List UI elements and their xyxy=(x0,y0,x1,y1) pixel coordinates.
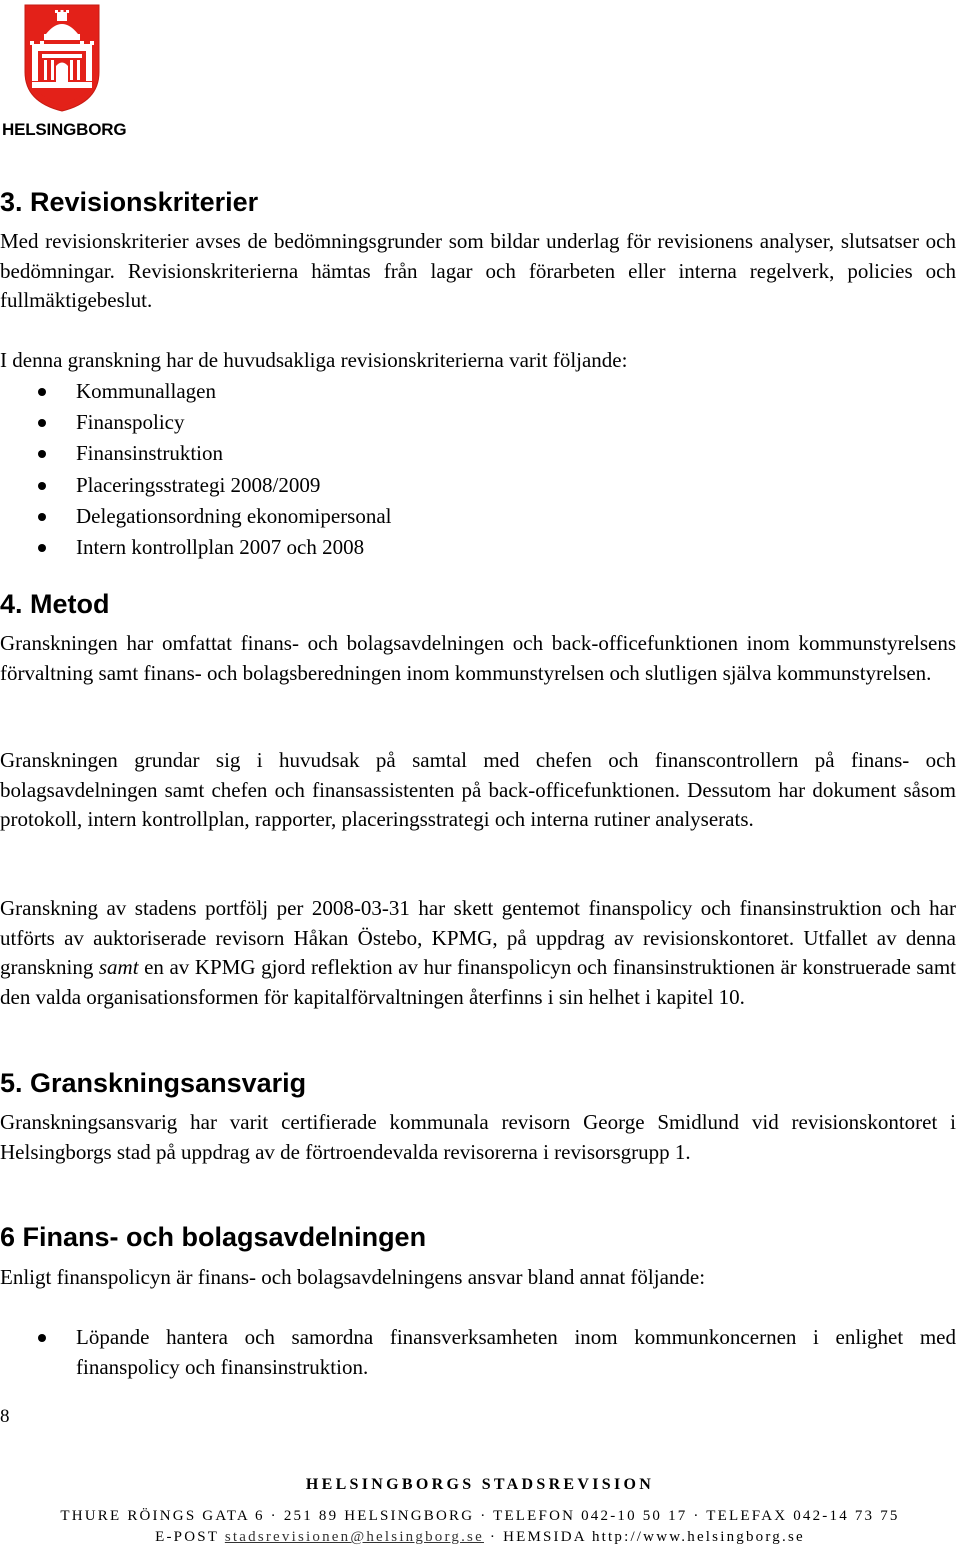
email-link[interactable]: stadsrevisionen@helsingborg.se xyxy=(224,1529,484,1545)
list-item: Finansinstruktion xyxy=(0,438,392,469)
city-logo xyxy=(2,4,127,139)
section-4-paragraph-3: Granskning av stadens portfölj per 2008-03-31 har skett gentemot finanspolicy och finansinstruktion och har utförts av auktoriserade revisorn Håkan Östebo, KPMG, på uppdrag av revisionskontoret. Utfallet av denna granskning samt en av KPMG gjord reflektion av hur finanspolicyn och finansinstruktionen är konstruerade samt den valda organisationsformen för kapitalförvaltningen återfinns i sin helhet i kapitel 10. xyxy=(0,896,956,1009)
list-item: Delegationsordning ekonomipersonal xyxy=(0,501,392,532)
bullet-icon xyxy=(38,544,46,552)
responsibility-list xyxy=(0,1323,956,1382)
bullet-icon xyxy=(38,450,46,458)
footer-address: THURE RÖINGS GATA 6 · 251 89 HELSINGBORG · TELEFON 042-10 50 17 · TELEFAX 042-14 73 75 xyxy=(60,1508,900,1524)
bullet-icon xyxy=(38,388,46,396)
bullet-icon xyxy=(38,1334,46,1342)
criteria-list xyxy=(0,376,392,563)
list-item: Placeringsstrategi 2008/2009 xyxy=(0,470,392,501)
section-4-paragraph-2: Granskningen grundar sig i huvudsak på samtal med chefen och finanscontrollern på finans- och bolagsavdelningen samt chefen och finansassistenten på back-officefunktionen. Dessutom har dokument såsom protokoll, intern kontrollplan, rapporter, placeringsstrategi och interna rutiner analyserats. xyxy=(0,748,956,832)
footer-email-label: E-POST xyxy=(155,1529,219,1545)
section-4-heading: 4. Metod xyxy=(0,589,110,619)
bullet-icon xyxy=(38,482,46,490)
section-5-heading: 5. Granskningsansvarig xyxy=(0,1068,307,1098)
list-item: Intern kontrollplan 2007 och 2008 xyxy=(0,532,392,563)
website-link[interactable]: http://www.helsingborg.se xyxy=(591,1529,805,1545)
section-5-paragraph-1: Granskningsansvarig har varit certifierade kommunala revisorn George Smidlund vid revisionskontoret i Helsingborgs stad på uppdrag av de förtroendevalda revisorerna i revisorsgrupp 1. xyxy=(0,1110,956,1164)
section-3-heading: 3. Revisionskriterier xyxy=(0,187,259,217)
list-item: Finanspolicy xyxy=(0,407,392,438)
section-4-paragraph-1: Granskningen har omfattat finans- och bolagsavdelningen och back-officefunktionen inom kommunstyrelsens förvaltning samt finans- och bolagsberedningen inom kommunstyrelsen och slutligen själva kommunstyrelsen. xyxy=(0,631,956,685)
footer-contact xyxy=(0,1529,960,1546)
footer-org: HELSINGBORGS STADSREVISION xyxy=(305,1476,655,1493)
section-3-paragraph-2: I denna granskning har de huvudsakliga revisionskriterierna varit följande: xyxy=(0,348,628,372)
section-6-paragraph-1: Enligt finanspolicyn är finans- och bolagsavdelningens ansvar bland annat följande: xyxy=(0,1265,706,1289)
castle-crest-icon xyxy=(24,4,100,112)
footer-web-label: · HEMSIDA xyxy=(489,1529,586,1545)
bullet-icon xyxy=(38,513,46,521)
page-number: 8 xyxy=(0,1406,10,1427)
logo-wordmark: HELSINGBORG xyxy=(2,120,127,139)
section-6-heading: 6 Finans- och bolagsavdelningen xyxy=(0,1222,427,1252)
section-3-paragraph-1: Med revisionskriterier avses de bedömningsgrunder som bildar underlag för revisionens analyser, slutsatser och bedömningar. Revisionskriterierna hämtas från lagar och förarbeten eller interna regelverk, policies och fullmäktigebeslut. xyxy=(0,229,956,313)
list-item: Löpande hantera och samordna finansverksamheten inom kommunkoncernen i enlighet med finanspolicy och finansinstruktion. xyxy=(0,1323,956,1382)
bullet-icon xyxy=(38,419,46,427)
list-item: Kommunallagen xyxy=(0,376,392,407)
